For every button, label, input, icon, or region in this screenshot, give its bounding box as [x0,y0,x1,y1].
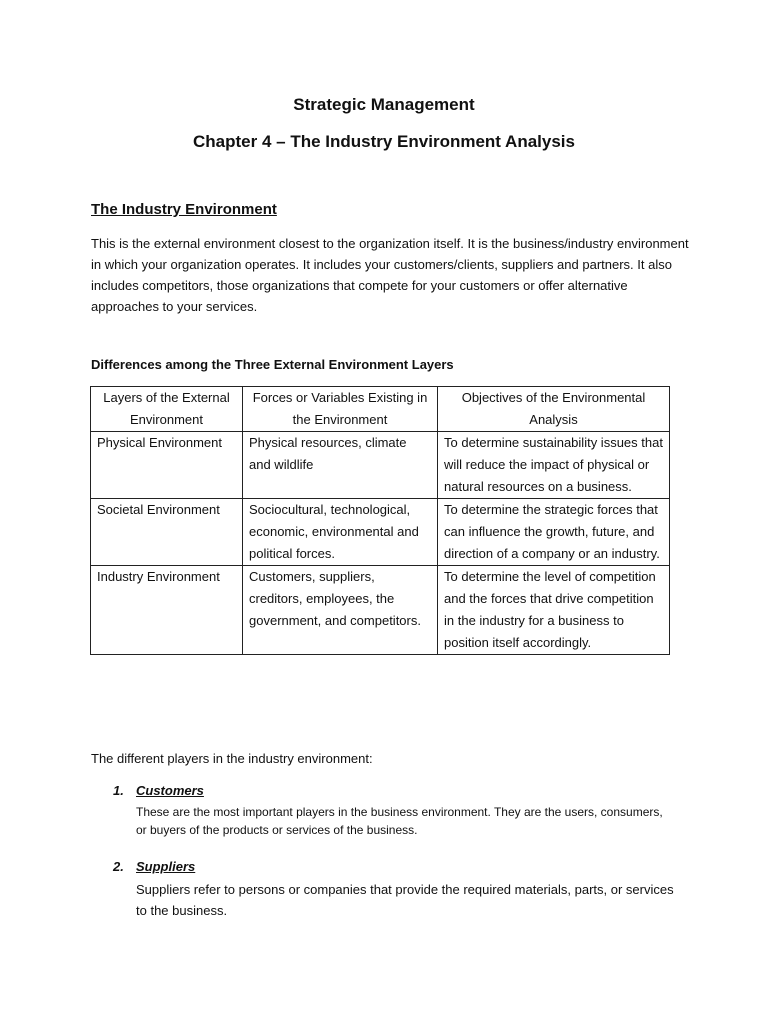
cell-layer: Societal Environment [91,499,243,566]
table-row [91,499,670,566]
player-description: These are the most important players in the business environment. They are the users, consumers, or buyers of the products or services of the business. [136,805,663,837]
table-header-row [91,387,670,432]
section-heading: The Industry Environment [91,201,277,218]
cell-layer: Industry Environment [91,566,243,655]
cell-forces: Customers, suppliers, creditors, employees, the government, and competitors. [243,566,438,655]
list-number: 1. [113,783,124,798]
players-intro: The different players in the industry environment: [91,751,373,766]
header-forces: Forces or Variables Existing in the Environment [243,387,438,432]
player-description: Suppliers refer to persons or companies that provide the required materials, parts, or services to the business. [136,882,674,918]
header-layers: Layers of the External Environment [91,387,243,432]
table-caption: Differences among the Three External Environment Layers [91,357,454,372]
cell-objective: To determine the level of competition and the forces that drive competition in the industry for a business to position itself accordingly. [438,566,670,655]
environment-layers-table [90,386,670,655]
table-row [91,432,670,499]
document-title: Strategic Management [293,95,475,114]
player-name: Customers [136,783,204,798]
cell-objective: To determine the strategic forces that can influence the growth, future, and direction of a company or an industry. [438,499,670,566]
cell-forces: Sociocultural, technological, economic, environmental and political forces. [243,499,438,566]
player-name: Suppliers [136,859,196,874]
cell-layer: Physical Environment [91,432,243,499]
table-row [91,566,670,655]
header-objectives: Objectives of the Environmental Analysis [438,387,670,432]
cell-objective: To determine sustainability issues that will reduce the impact of physical or natural resources on a business. [438,432,670,499]
list-number: 2. [113,859,124,874]
chapter-title: Chapter 4 – The Industry Environment Analysis [193,132,575,151]
intro-paragraph: This is the external environment closest to the organization itself. It is the business/industry environment in which your organization operates. It includes your customers/clients, suppliers and partners. It also includes competitors, those organizations that compete for your customers or offer alternative approaches to your services. [91,236,689,314]
cell-forces: Physical resources, climate and wildlife [243,432,438,499]
